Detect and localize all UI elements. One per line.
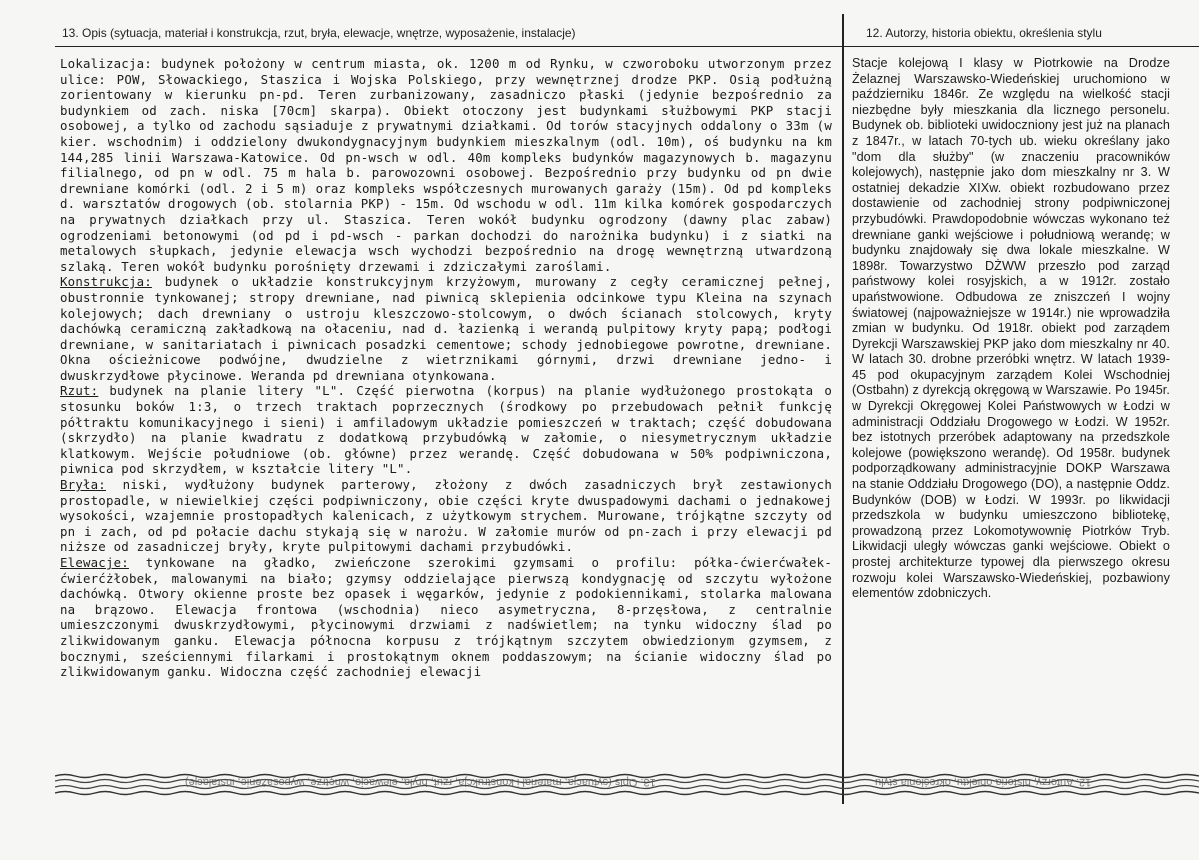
bryla-text: niski, wydłużony budynek parterowy, złożony z dwóch zasadniczych brył zestawionych prostopadle, w niewielkiej części podpiwniczony, obie części kryte dwuspadowymi dachami o jednakowej wysokości, wzajemnie prostopadłych kalenicach, z użytkowym strychem. Murowane, trójkątne szczyty od pn i zach, od pd połacie dachu stykają się w narożu. W załomie murów od pn-zach i przy elewacji pd niższe od zasadniczej bryły, kryte pulpitowymi dachami przybudówki. — [60, 477, 832, 555]
bryla-label: Bryła: — [60, 477, 106, 493]
konstrukcja-label: Konstrukcja: — [60, 274, 152, 290]
section-13-heading: 13. Opis (sytuacja, materiał i konstrukcja, rzut, bryła, elewacje, wnętrze, wyposażenie, instalacje) — [62, 26, 576, 40]
elewacje-paragraph — [60, 555, 832, 680]
lokalizacja-label: Lokalizacja: — [60, 56, 152, 71]
mirrored-section-12-heading: 12. Autorzy, historia obiektu, określenia stylu — [875, 776, 1092, 788]
rzut-paragraph — [60, 383, 832, 477]
lokalizacja-text: budynek położony w centrum miasta, ok. 1200 m od Rynku, w czworoboku utworzonym przez ulice: POW, Słowackiego, Staszica i Wojska Polskiego, przy wewnętrznej drodze PKP. Osią podłużną zorientowany w kierunku pn-pd. Teren zurbanizowany, zasadniczo płaski (jedynie bezpośrednio za budynkiem od zach. niska [70cm] skarpa). Obiekt otoczony jest budynkami służbowymi PKP stacji osobowej, a tylko od zachodu sąsiaduje z prywatnymi działkami. Od torów stacyjnych oddalony o 33m (w kier. wschodnim) i oddzielony dwukondygnacyjnym budynkiem mieszkalnym (odl. 10m), oś budynku na km 144,285 linii Warszawa-Katowice. Od pn-wsch w odl. 40m kompleks budynków magazynowych b. magazynu filialnego, od pn w odl. 75 m hala b. parowozowni osobowej. Bezpośrednio przy budynku od pn dwie drewniane komórki (odl. 2 i 5 m) oraz kompleks współczesnych murowanych garaży (15m). Od pd kompleks d. warsztatów drogowych (ob. stolarnia PKP) - 15m. Od wschodu w odl. 11m kilka komórek gospodarczych na prywatnych działkach przy ul. Staszica. Teren wokół budynku ogrodzony (dawny plac zabaw) ogrodzeniami betonowymi (od pd i pd-wsch - parkan dochodzi do narożnika budynku) i z siatki na metalowych słupkach, jedynie elewacja wsch wychodzi bezpośrednio na drogę wewnętrzną utwardzoną szlaką. Teren wokół budynku porośnięty drzewami i zdziczałymi zaroślami. — [60, 56, 832, 274]
bryla-paragraph — [60, 477, 832, 555]
column-divider — [842, 14, 844, 804]
lokalizacja-paragraph — [60, 56, 832, 274]
elewacje-text: tynkowane na gładko, zwieńczone szerokimi gzymsami o profilu: półka-ćwierćwałek-ćwierćżłobek, malowanymi na biało; gzymsy oddzielające pierwszą kondygnację od szczytu wyłożone dachówką. Otwory okienne proste bez opasek i węgarków, jedynie z podokiennikami, stolarka malowana na brązowo. Elewacja frontowa (wschodnia) nieco asymetryczna, 8-przęsłowa, z centralnie umieszczonymi dwuskrzydłowymi, płycinowymi drzwiami z nadświetlem; na tynku widoczny ślad po zlikwidowanym ganku. Elewacja północna korpusu z trójkątnym szczytem obwiedzionym gzymsem, z bocznymi, sześciennymi filarkami i prostokątnym oknem poddaszowym; na ścianie widoczny ślad po zlikwidowanym ganku. Widoczna część zachodniej elewacji — [60, 555, 832, 680]
history-column — [852, 56, 1170, 602]
konstrukcja-text: budynek o układzie konstrukcyjnym krzyżowym, murowany z cegły ceramicznej pełnej, obustronnie tynkowanej; stropy drewniane, nad piwnicą sklepienia odcinkowe typu Kleina na szynach kolejowych; dach drewniany o ustroju kleszczowo-stolcowym, o dwóch ścianach stolcowych, kryty dachówką ceramiczną zakładkową na ołaceniu, nad d. łazienką i werandą pulpitowy kryty papą; podłogi drewniane, w sanitariatach i piwnicach posadzki cementowe; schody jednobiegowe powrotne, drewniane. Okna ościeżnicowe podwójne, dwudzielne z wietrznikami górnymi, drzwi drewniane jedno- i dwuskrzydłowe płycinowe. Weranda pd drewniana otynkowana. — [60, 274, 832, 383]
mirrored-section-13-heading: 13. Opis (sytuacja, materiał i konstrukcja, rzut, bryła, elewacje, wnętrze, wyposażenie, instalacje) — [185, 776, 656, 788]
konstrukcja-paragraph — [60, 274, 832, 383]
rzut-text: budynek na planie litery "L". Część pierwotna (korpus) na planie wydłużonego prostokąta o stosunku boków 1:3, o trzech traktach poprzecznych (środkowy po przebudowach pełnił funkcję półtraktu komunikacyjnego i sieni) i amfiladowym układzie pomieszczeń w traktach; część dobudowana (skrzydło) na planie kwadratu z dodatkową przybudówką w załomie, o niesymetrycznym układzie klatkowym. Wejście południowe (ob. główne) przez werandę. Część dobudowana w 50% podpiwniczona, piwnica pod skrzydłem, w kształcie litery "L". — [60, 383, 832, 477]
section-12-heading: 12. Autorzy, historia obiektu, określenia stylu — [866, 26, 1102, 40]
description-column — [60, 56, 832, 680]
bleed-through-footer — [55, 772, 1199, 796]
rzut-label: Rzut: — [60, 383, 99, 399]
elewacje-label: Elewacje: — [60, 555, 129, 570]
history-paragraph: Stacje kolejową I klasy w Piotrkowie na Drodze Żelaznej Warszawsko-Wiedeńskiej uruchomiono w październiku 1846r. Ze względu na wielkość stacji niezbędne były mieszkania dla licznego personelu. Budynek ob. biblioteki uwidoczniony jest już na planach z 1847r., w latach 70-tych ub. wieku określany jako "dom dla służby" (w znaczeniu pracowników kolejowych), następnie jako dom mieszkalny nr 3. W ostatniej dekadzie XIXw. obiekt rozbudowano przez dostawienie od zachodniej strony podpiwniczonej przybudówki. Prawdopodobnie wówczas wykonano też drewniane ganki wejściowe i południową werandę; w budynku znajdowały się dwa lokale mieszkalne. W 1898r. Towarzystwo DŻWW przeszło pod zarząd państwowy kolei rosyjskich, a w 1912r. zostało upaństwowione. Odbudowa ze zniszczeń I wojny światowej (najpoważniejsze w 1914r.) nie wprowadziła zmian w budynku. Od 1918r. obiekt pod zarządem Dyrekcji Warszawskiej PKP jako dom mieszkalny nr 40. W latach 30. drobne przeróbki wnętrz. W latach 1939-45 pod okupacyjnym zarządem Kolei Wschodniej (Ostbahn) z dyrekcją okręgową w Warszawie. Po 1945r. w Dyrekcji Okręgowej Kolei Państwowych w Łodzi w administracji Oddziału Drogowego w Łodzi. W 1952r. bez istotnych przeróbek adaptowany na przedszkole kolejowe (powiększono werandę). Od 1958r. budynek podporządkowany administracyjnie DOKP Warszawa na stanie Oddziału Drogowego (DO), a następnie Oddz. Budynków (DOB) w Łodzi. W 1993r. po likwidacji przedszkola w budynku umieszczono bibliotekę, prowadzoną przez Lokomotywownię Piotrków Tryb. Likwidacji uległy wówczas ganki wejściowe. Obiekt o prostej architekturze typowej dla pierwszego okresu rozwoju kolei Warszawsko-Wiedeńskiej, pozbawiony elementów zdobniczych. — [852, 56, 1170, 601]
header-rule — [55, 46, 1199, 47]
